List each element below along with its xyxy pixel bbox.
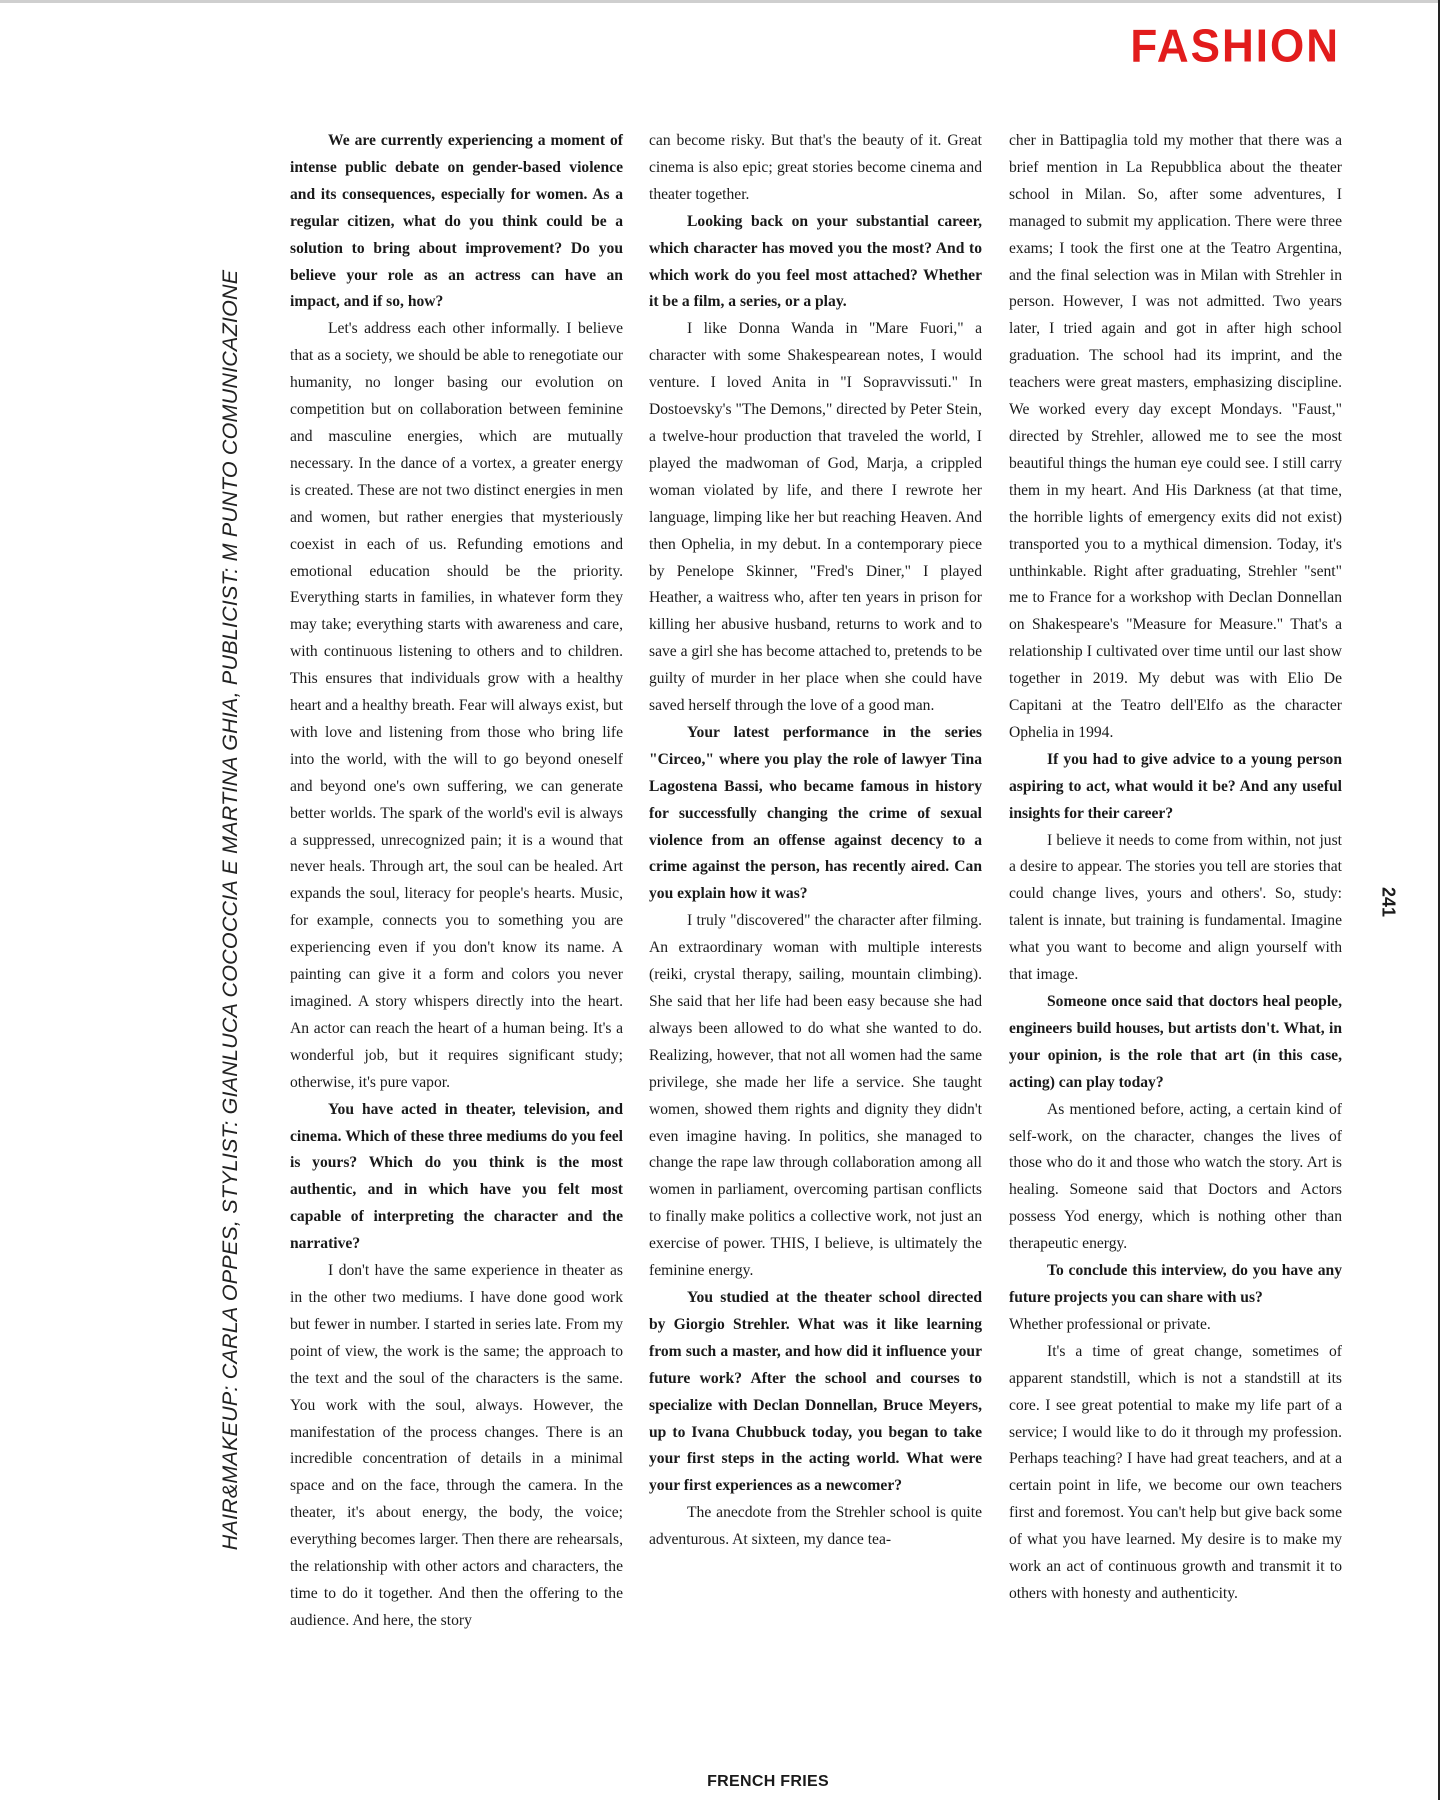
interview-question: If you had to give advice to a young person aspiring to act, what would it be? And any useful insights for their career? [1009, 750, 1342, 822]
interview-answer: I like Donna Wanda in "Mare Fuori," a character with some Shakespearean notes, I would venture. I loved Anita in "I Sopravvissuti." In Dostoevsky's "The Demons," directed by Peter Stein, a twelve-hour production that traveled the world, I played the madwoman of God, Marja, a crippled woman violated by life, and there I rewrote her language, limping like her but reaching Heaven. And then Ophelia, in my debut. In a contemporary piece by Penelope Skinner, "Fred's Diner," I played Heather, a waitress who, after ten years in prison for killing her abusive husband, returns to work and to save a girl she has become attached to, pretends to be guilty of murder in her place when she could have saved herself through the love of a good man. [649, 320, 982, 715]
interview-answer: Let's address each other informally. I believe that as a society, we should be able to renegotiate our humanity, no longer basing our evolution on competition but on collaboration between feminine and masculine energies, which are mutually necessary. In the dance of a vortex, a greater energy is created. These are not two distinct energies in men and women, but rather energies that mysteriously coexist in each of us. Refunding emotions and emotional education should be the priority. Everything starts in families, in whatever form they may take; everything starts with awareness and care, with continuous listening to others and to children. This ensures that individuals grow with a healthy heart and a healthy breath. Fear will always exist, but with love and listening from those who bring life into the world, with the will to go beyond oneself and beyond one's own suffering, we can generate better worlds. The spark of the world's evil is always a suppressed, unrecognized pain; it is a wound that never heals. Through art, the soul can be healed. Art expands the soul, literacy for people's hearts. Music, for example, connects you to something you are experiencing even if you don't know its name. A painting can give it a form and colors you never imagined. A story whispers directly into the heart. An actor can reach the heart of a human being. It's a wonderful job, but it requires significant study; otherwise, it's pure vapor. [290, 320, 623, 1091]
interview-answer: Whether professional or private. [1009, 1315, 1211, 1333]
interview-answer: I truly "discovered" the character after filming. An extraordinary woman with multiple interests (reiki, crystal therapy, sailing, mountain climbing). She said that her life had been easy because she had always been allowed to do what she wanted to do. Realizing, however, that not all women had the same privilege, she made her life a service. She taught women, showed them rights and dignity they didn't even imagine having. In politics, she managed to change the rape law through collaboration among all women in parliament, overcoming partisan conflicts to finally make politics a collective work, not just an exercise of power. THIS, I believe, is ultimately the feminine energy. [649, 912, 982, 1280]
interview-answer: I don't have the same experience in theater as in the other two mediums. I have done good work but fewer in number. I started in series late. From my point of view, the work is the same; the approach to the text and the soul of the characters is the same. You work with the soul, always. However, the manifestation of the process changes. There is an incredible concentration of details in a minimal space and on the face, through the camera. In the theater, it's about energy, the body, the voice; everything becomes larger. Then there are rehearsals, the relationship with other actors and characters, the time to do it together. And then the offering to the audience. And here, the story [290, 1262, 623, 1629]
interview-question: Your latest performance in the series "Circeo," where you play the role of lawyer Tina Lagostena Bassi, who became famous in history for successfully changing the crime of sexual violence from an offense against decency to a crime against the person, has recently aired. Can you explain how it was? [649, 723, 982, 903]
page-top-edge [0, 0, 1440, 3]
interview-question: To conclude this interview, do you have any future projects you can share with us? [1009, 1262, 1342, 1306]
photo-credits: HAIR&MAKEUP: CARLA OPPES, STYLIST: GIANLUCA COCOCCIA E MARTINA GHIA, PUBLICIST: M PUNTO COMUNICAZIONE [218, 269, 242, 1551]
interview-answer: cher in Battipaglia told my mother that there was a brief mention in La Repubblica about the theater school in Milan. So, after some adventures, I managed to submit my application. There were three exams; I took the first one at the Teatro Argentina, and the final selection was in Milan with Strehler in person. However, I was not admitted. Two years later, I tried again and got in after high school graduation. The school had its imprint, and the teachers were great masters, emphasizing discipline. We worked every day except Mondays. "Faust," directed by Strehler, allowed me to see the most beautiful things the human eye could see. I still carry them in my heart. And His Darkness (at that time, the horrible lights of emergency exits did not exist) transported you to a mythical dimension. Today, it's unthinkable. Right after graduating, Strehler "sent" me to France for a workshop with Declan Donnellan on Shakespeare's "Measure for Measure." That's a relationship I cultivated over time until our last show together in 2019. My debut was with Elio De Capitani at the Teatro dell'Elfo as the character Ophelia in 1994. [1009, 132, 1342, 741]
text-column-2 [649, 128, 982, 1554]
interview-answer: It's a time of great change, sometimes of apparent standstill, which is not a standstill at its core. I see great potential to make my life part of a service; I would like to do it through my profession. Perhaps teaching? I have had great teachers, and at a certain point in life, we become our own teachers first and foremost. You can't help but give back some of what you have learned. My desire is to make my work an act of continuous growth and transmit it to others with honesty and authenticity. [1009, 1342, 1342, 1602]
interview-question: You have acted in theater, television, and cinema. Which of these three mediums do you feel is yours? Which do you think is the most authentic, and in which have you felt most capable of interpreting the character and the narrative? [290, 1100, 623, 1253]
interview-question: You studied at the theater school directed by Giorgio Strehler. What was it like learning from such a master, and how did it influence your future work? After the school and courses to specialize with Declan Donnellan, Bruce Meyers, up to Ivana Chubbuck today, you began to take your first steps in the acting world. What were your first experiences as a newcomer? [649, 1288, 982, 1495]
interview-answer: The anecdote from the Strehler school is quite adventurous. At sixteen, my dance tea- [649, 1504, 982, 1549]
text-column-1 [290, 128, 623, 1635]
interview-answer: As mentioned before, acting, a certain kind of self-work, on the character, changes the lives of those who do it and those who watch the story. Art is healing. Someone said that Doctors and Actors possess Yod energy, which is nothing other than therapeutic energy. [1009, 1100, 1342, 1253]
interview-question: We are currently experiencing a moment of intense public debate on gender-based violence and its consequences, especially for women. As a regular citizen, what do you think could be a solution to bring about improvement? Do you believe your role as an actress can have an impact, and if so, how? [290, 132, 623, 311]
interview-question: Someone once said that doctors heal people, engineers build houses, but artists don't. What, in your opinion, is the role that art (in this case, acting) can play today? [1009, 993, 1342, 1091]
page-number: 241 [1378, 886, 1399, 918]
interview-answer: I believe it needs to come from within, not just a desire to appear. The stories you tell are stories that could change lives, yours and others'. So, study: talent is innate, but training is fundamental. Imagine what you want to become and align yourself with that image. [1009, 831, 1342, 984]
interview-question: Looking back on your substantial career, which character has moved you the most? And to which work do you feel most attached? Whether it be a film, a series, or a play. [649, 212, 982, 311]
section-title: FASHION [1130, 20, 1340, 73]
magazine-footer: FRENCH FRIES [707, 1773, 829, 1790]
interview-answer: can become risky. But that's the beauty of it. Great cinema is also epic; great stories become cinema and theater together. [649, 132, 982, 203]
text-column-3 [1009, 128, 1342, 1608]
